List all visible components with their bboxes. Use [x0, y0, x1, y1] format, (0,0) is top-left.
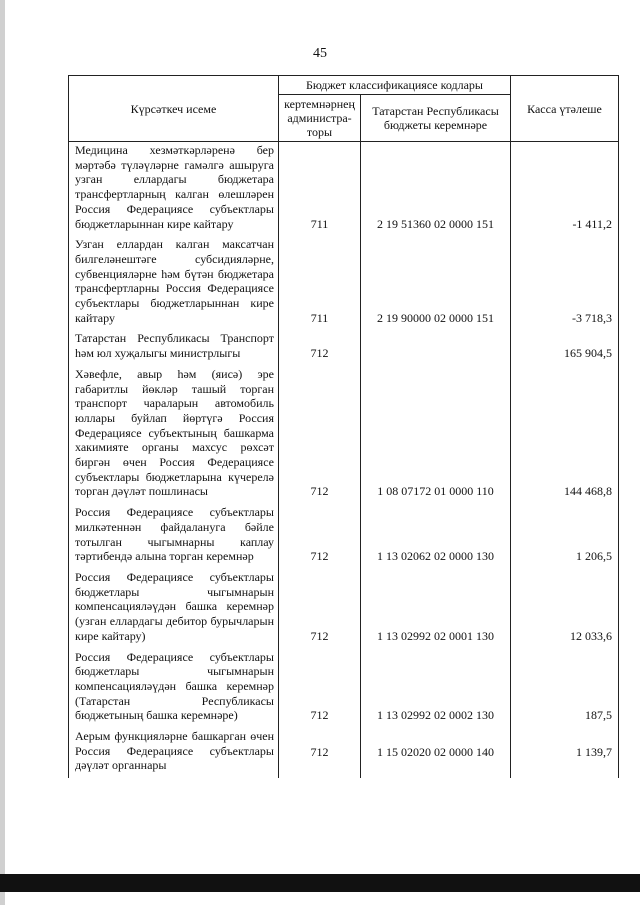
row-admin: 711	[279, 236, 361, 330]
row-amount: -3 718,3	[511, 236, 619, 330]
table-row	[69, 142, 619, 237]
row-admin: 712	[279, 569, 361, 649]
row-code: 1 13 02992 02 0002 130	[361, 649, 511, 729]
row-name: Россия Федерациясе субъектлары бюджетлары чыгымнарын компенсацияләүдән башка керемнәр (узган еллардагы дебитор бурычларын кире кайтару)	[69, 569, 279, 649]
row-code: 1 15 02020 02 0000 140	[361, 728, 511, 778]
header-cash-execution: Касса үтәлеше	[511, 76, 619, 142]
page-number: 45	[313, 46, 327, 61]
table-row	[69, 504, 619, 569]
scan-bottom-bar	[0, 874, 640, 892]
table-row	[69, 330, 619, 365]
row-name: Аерым функцияләрне башкарган өчен Россия Федерациясе субъектлары дәүләт органнары	[69, 728, 279, 778]
table-row	[69, 728, 619, 778]
table-row	[69, 236, 619, 330]
row-name: Хәвефле, авыр һәм (яисә) эре габаритлы йөкләр ташый торган транспорт чараларын автомобиль юллары буйлап йөртүгә Россия Федерациясе субъектының башкарма хакимияте органы махсус рөхсәт биргән өчен Россия Федерациясе субъектлары бюджетларына күчерелә торган дәүләт пошлинасы	[69, 366, 279, 504]
row-amount: 144 468,8	[511, 366, 619, 504]
row-code: 1 08 07172 01 0000 110	[361, 366, 511, 504]
table-row	[69, 569, 619, 649]
row-code: 2 19 90000 02 0000 151	[361, 236, 511, 330]
row-admin: 712	[279, 366, 361, 504]
row-code: 1 13 02062 02 0000 130	[361, 504, 511, 569]
row-admin: 712	[279, 330, 361, 365]
row-admin: 712	[279, 504, 361, 569]
row-code: 1 13 02992 02 0001 130	[361, 569, 511, 649]
row-amount: 165 904,5	[511, 330, 619, 365]
row-code	[361, 330, 511, 365]
row-name: Россия Федерациясе субъектлары бюджетлары чыгымнарын компенсацияләүдән башка керемнәр (Татарстан Республикасы бюджетының башка керемнәре)	[69, 649, 279, 729]
row-amount: 1 139,7	[511, 728, 619, 778]
row-name: Узган еллардан калган максатчан билгеләнештәге субсидияләрне, субвенцияләрне һәм бүтән бюджетара трансфертларны Россия Федерациясе субъектлары бюджетларыннан кире кайтару	[69, 236, 279, 330]
table-row	[69, 366, 619, 504]
header-code: Татарстан Республикасы бюджеты керемнәре	[361, 95, 511, 142]
row-admin: 712	[279, 649, 361, 729]
row-name: Медицина хезмәткәрләренә бер мәртәбә түләүләрне гамәлгә ашыруга узган еллардагы бюджетара трансфертларның калган өлешләрен Россия Федерациясе субъектлары бюджетларыннан кире кайтару	[69, 142, 279, 237]
row-admin: 711	[279, 142, 361, 237]
row-name: Россия Федерациясе субъектлары милкәтеннән файдалануга бәйле тотылган чыгымнарны каплау тәртибендә алына торган керемнәр	[69, 504, 279, 569]
header-admin: кертемнәрнең администра-торы	[279, 95, 361, 142]
row-amount: 1 206,5	[511, 504, 619, 569]
header-indicator: Күрсәткеч исеме	[69, 76, 279, 142]
row-name: Татарстан Республикасы Транспорт һәм юл хуҗалыгы министрлыгы	[69, 330, 279, 365]
row-amount: 187,5	[511, 649, 619, 729]
scan-left-edge	[0, 0, 5, 905]
row-code: 2 19 51360 02 0000 151	[361, 142, 511, 237]
budget-table	[68, 75, 619, 778]
row-amount: -1 411,2	[511, 142, 619, 237]
header-budget-classification: Бюджет классификациясе кодлары	[279, 76, 511, 95]
row-amount: 12 033,6	[511, 569, 619, 649]
table-row	[69, 649, 619, 729]
row-admin: 712	[279, 728, 361, 778]
